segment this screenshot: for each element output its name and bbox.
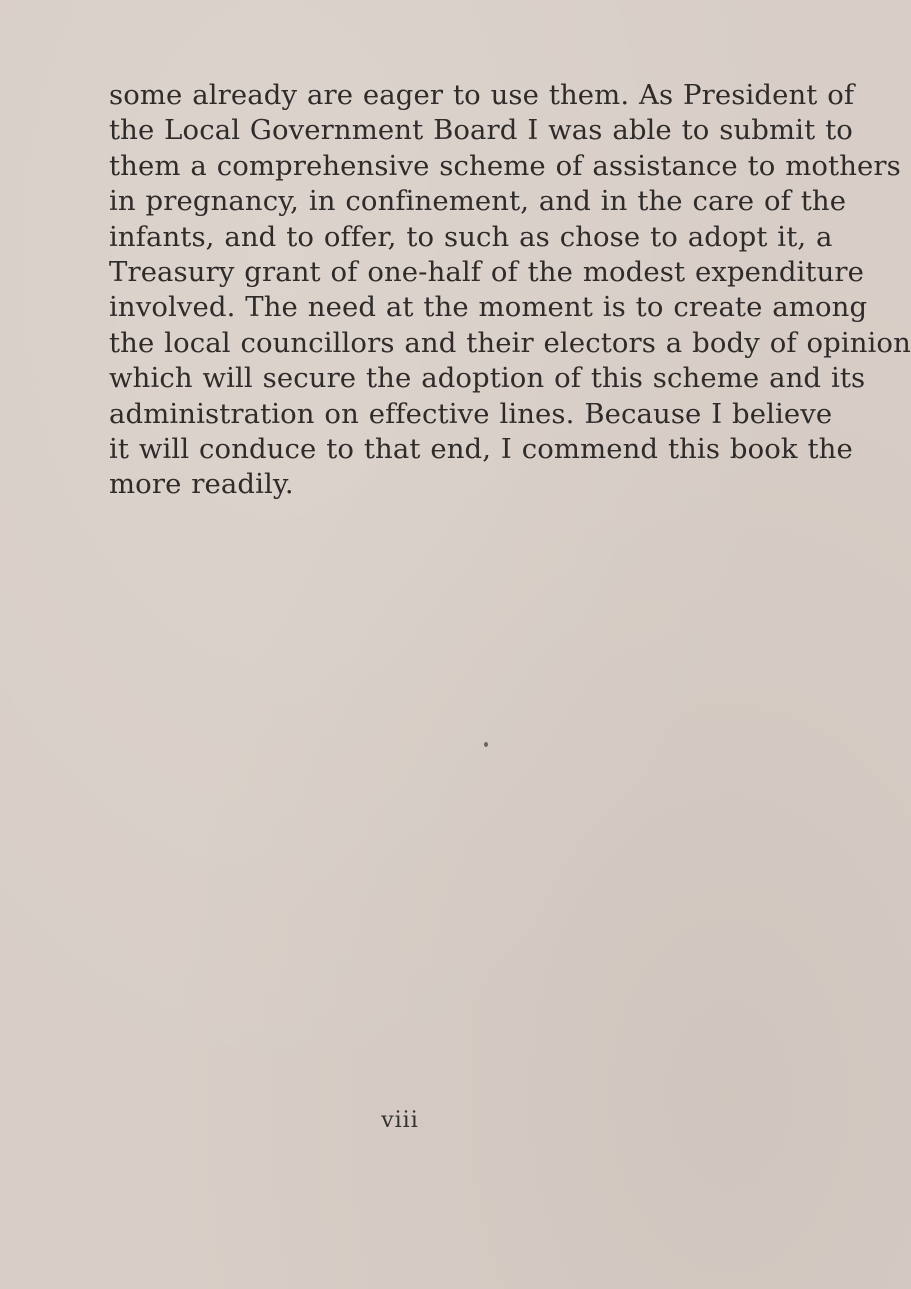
text-line: administration on effective lines. Because I believe — [109, 397, 833, 430]
body-paragraph — [109, 78, 911, 503]
text-line: the Local Government Board I was able to submit to — [109, 114, 853, 147]
text-line: involved. The need at the moment is to create among — [109, 291, 868, 324]
text-line: which will secure the adoption of this scheme and its — [109, 362, 866, 395]
text-line: the local councillors and their electors a body of opinion — [109, 326, 911, 359]
text-line: infants, and to offer, to such as chose to adopt it, a — [109, 220, 833, 253]
text-line: Treasury grant of one-half of the modest expenditure — [109, 256, 865, 289]
text-line: some already are eager to use them. As President of — [109, 79, 855, 111]
text-line: in pregnancy, in confinement, and in the care of the — [109, 185, 847, 218]
paper-speck — [484, 742, 488, 747]
text-line: them a comprehensive scheme of assistance to mothers — [109, 149, 901, 182]
page-number: viii — [381, 1108, 419, 1133]
text-line: more readily. — [109, 468, 294, 501]
text-line: it will conduce to that end, I commend this book the — [109, 433, 853, 466]
